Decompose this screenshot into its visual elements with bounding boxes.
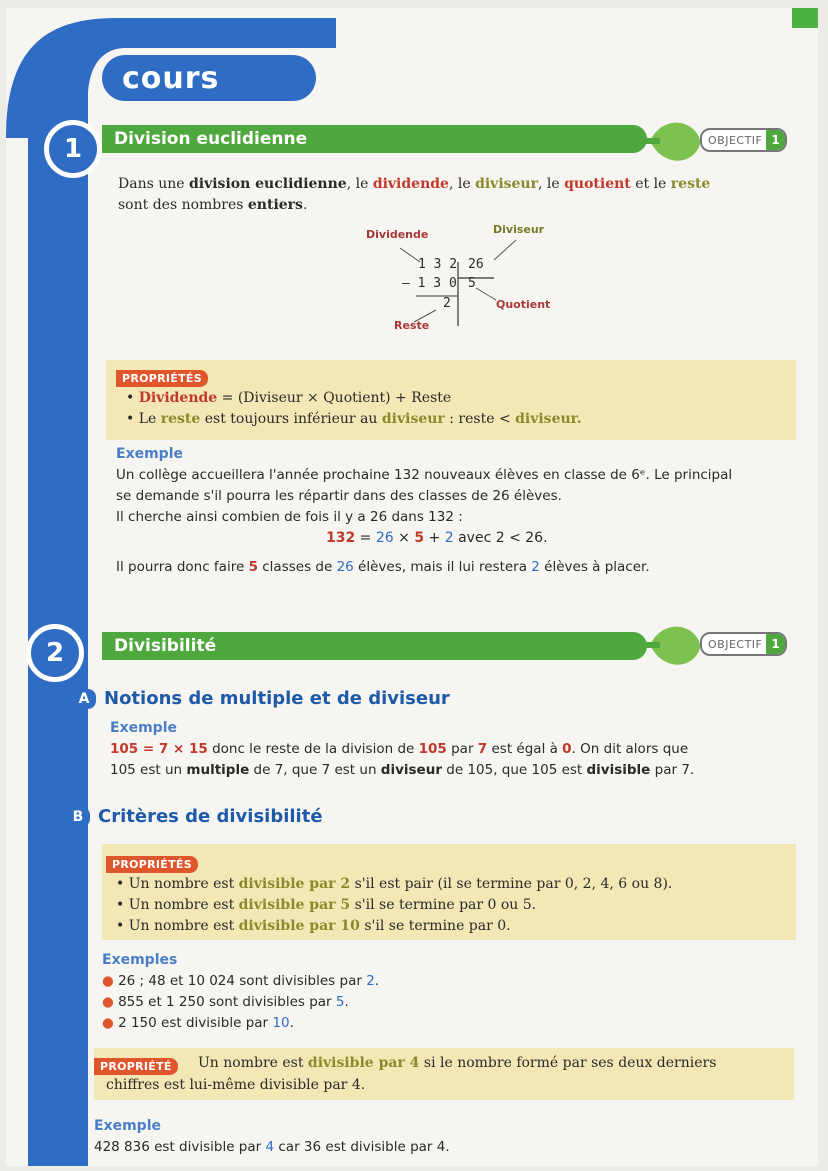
concl-text: classes de — [257, 559, 337, 575]
diagram-lines — [386, 236, 526, 326]
section-2-title: Divisibilité — [102, 632, 647, 660]
text: . — [289, 1015, 294, 1031]
intro-text: . — [302, 197, 308, 213]
num: 105 — [110, 741, 139, 757]
text: 2 150 est divisible par — [118, 1015, 273, 1031]
text: s'il se termine par 0 ou 5. — [350, 897, 537, 913]
example-item: ● 26 ; 48 et 10 024 sont divisibles par 2. — [102, 973, 380, 989]
property-divisible-4-line2: chiffres est lui-même divisible par 4. — [106, 1077, 366, 1093]
num: 2 — [366, 973, 375, 989]
subtract-value: – 1 3 0 — [402, 276, 457, 291]
text: de 105, que 105 est — [441, 762, 587, 778]
text: de 7, que 7 est un — [249, 762, 381, 778]
quotient-value: 5 — [468, 276, 476, 291]
textbook-page — [6, 8, 818, 1166]
property-text: Le — [138, 411, 161, 427]
intro-text: sont des nombres — [118, 197, 248, 213]
label-quotient: Quotient — [496, 298, 551, 311]
text: Un nombre est — [128, 876, 239, 892]
property-item: • Le reste est toujours inférieur au diviseur : reste < diviseur. — [126, 411, 582, 427]
example-text — [116, 465, 811, 528]
property-text: est toujours inférieur au — [200, 411, 382, 427]
section-1-intro — [118, 174, 758, 216]
text: Un nombre est — [128, 918, 239, 934]
text: par 7. — [650, 762, 695, 778]
properties-tag: PROPRIÉTÉS — [116, 370, 208, 387]
part-b-heading — [66, 806, 323, 827]
properties-tag: PROPRIÉTÉS — [106, 856, 198, 873]
label-dividende: Dividende — [366, 228, 429, 241]
term-quotient: quotient — [564, 176, 631, 192]
text: si le nombre formé par ses deux derniers — [419, 1055, 717, 1071]
concl-number: 5 — [248, 559, 258, 575]
eq-op: + — [424, 530, 445, 546]
term-divisible-5: divisible par 5 — [238, 897, 351, 913]
num: 0 — [562, 741, 572, 757]
term-dividende: Dividende — [138, 390, 218, 406]
term-reste: reste — [160, 411, 201, 427]
page-title: cours — [102, 55, 316, 101]
num: 7 — [477, 741, 488, 757]
rule-item: • Un nombre est divisible par 2 s'il est pair (il se termine par 0, 2, 4, 6 ou 8). — [116, 876, 673, 892]
remainder-value: 2 — [443, 296, 451, 311]
term-diviseur: diviseur — [475, 176, 538, 192]
text: . On dit alors que — [571, 741, 689, 757]
example-equation — [326, 528, 548, 549]
intro-text: , le — [448, 176, 476, 192]
concl-text: élèves, mais il lui restera — [353, 559, 532, 575]
objective-label: OBJECTIF — [708, 133, 763, 147]
term-dividende: dividende — [372, 176, 449, 192]
term-diviseur: diviseur — [380, 762, 442, 778]
part-a-heading — [72, 688, 450, 709]
section-2-objective-badge — [700, 632, 787, 656]
property-text: = (Diviseur × Quotient) + Reste — [217, 390, 452, 406]
num: 105 — [418, 741, 447, 757]
term-reste: reste — [670, 176, 711, 192]
example-heading: Exemple — [116, 446, 183, 462]
objective-leaf-icon — [646, 114, 706, 168]
intro-text: et le — [630, 176, 671, 192]
term-diviseur: diviseur — [381, 411, 445, 427]
property-tag: PROPRIÉTÉ — [94, 1058, 178, 1075]
example-line — [110, 739, 810, 760]
rule-item: • Un nombre est divisible par 10 s'il se termine par 0. — [116, 918, 511, 934]
example-line: se demande s'il pourra les répartir dans des classes de 26 élèves. — [116, 488, 562, 504]
divisibility-examples — [102, 971, 379, 1034]
term-divisible-4: divisible par 4 — [307, 1055, 420, 1071]
num: 5 — [335, 994, 345, 1010]
text: car 36 est divisible par 4. — [274, 1139, 450, 1155]
text: . — [374, 973, 380, 989]
intro-text: , le — [537, 176, 565, 192]
eq-op: = — [355, 530, 376, 546]
term-diviseur: diviseur. — [515, 411, 582, 427]
text: 428 836 est divisible par — [94, 1139, 266, 1155]
text: est égal à — [487, 741, 563, 757]
part-a-letter: A — [72, 689, 96, 709]
text: donc le reste de la division de — [207, 741, 419, 757]
dividend-value: 1 3 2 — [418, 257, 458, 272]
section-2-number: 2 — [26, 624, 84, 682]
properties-list — [126, 388, 786, 430]
num: = 7 × 15 — [138, 741, 208, 757]
text: par — [446, 741, 478, 757]
term-entiers: entiers — [247, 197, 303, 213]
example-line — [110, 760, 810, 781]
intro-text: Dans une — [118, 176, 189, 192]
section-1-title: Division euclidienne — [102, 125, 647, 153]
term-multiple: multiple — [186, 762, 250, 778]
section-1-objective-badge — [700, 128, 787, 152]
text: 105 est un — [110, 762, 187, 778]
property-divisible-4 — [198, 1053, 788, 1074]
example-item: ● 2 150 est divisible par 10. — [102, 1015, 294, 1031]
divisor-value: 26 — [468, 257, 484, 272]
num: 10 — [272, 1015, 290, 1031]
example-item: ● 855 et 1 250 sont divisibles par 5. — [102, 994, 349, 1010]
num: 4 — [265, 1139, 275, 1155]
text: Un nombre est — [198, 1055, 308, 1071]
property-text: : reste < — [444, 411, 516, 427]
term-divisible-10: divisible par 10 — [238, 918, 360, 934]
part-a-title: Notions de multiple et de diviseur — [104, 688, 450, 709]
objective-number: 1 — [766, 130, 785, 150]
objective-number: 1 — [766, 634, 785, 654]
text: s'il se termine par 0. — [359, 918, 511, 934]
text: 855 et 1 250 sont divisibles par — [118, 994, 336, 1010]
term-divisible: divisible — [586, 762, 651, 778]
green-corner — [792, 8, 818, 28]
part-b-title: Critères de divisibilité — [98, 806, 323, 827]
eq-condition: avec 2 < 26. — [453, 530, 548, 546]
term-division: division euclidienne — [189, 176, 347, 192]
eq-quotient: 5 — [414, 530, 425, 546]
example-heading: Exemple — [94, 1118, 161, 1134]
example-line: Un collège accueillera l'année prochaine 132 nouveaux élèves en classe de 6ᵉ. Le principal — [116, 467, 733, 483]
eq-op: × — [393, 530, 415, 546]
part-a-example — [110, 739, 810, 781]
concl-text: élèves à placer. — [539, 559, 650, 575]
property-item: • Dividende = (Diviseur × Quotient) + Reste — [126, 390, 452, 406]
concl-number: 26 — [336, 559, 354, 575]
eq-remainder: 2 — [444, 530, 454, 546]
rule-item: • Un nombre est divisible par 5 s'il se termine par 0 ou 5. — [116, 897, 537, 913]
text: Un nombre est — [128, 897, 239, 913]
concl-text: Il pourra donc faire — [116, 559, 249, 575]
divisibility-rules — [116, 874, 786, 937]
example-line: Il cherche ainsi combien de fois il y a 26 dans 132 : — [116, 509, 463, 525]
example-conclusion — [116, 557, 650, 578]
concl-number: 2 — [531, 559, 540, 575]
section-1-number: 1 — [44, 120, 102, 178]
text: 26 ; 48 et 10 024 sont divisibles par — [118, 973, 367, 989]
intro-text: , le — [346, 176, 373, 192]
examples-heading: Exemples — [102, 952, 178, 968]
objective-leaf-icon — [646, 618, 706, 672]
part-b-letter: B — [66, 807, 90, 827]
example-divisible-4 — [94, 1137, 450, 1158]
text: s'il est pair (il se termine par 0, 2, 4, 6 ou 8). — [350, 876, 673, 892]
eq-dividend: 132 — [326, 530, 356, 546]
example-heading: Exemple — [110, 720, 177, 736]
term-divisible-2: divisible par 2 — [238, 876, 351, 892]
text: . — [344, 994, 349, 1010]
eq-divisor: 26 — [375, 530, 394, 546]
label-diviseur: Diviseur — [493, 223, 545, 236]
objective-label: OBJECTIF — [708, 637, 763, 651]
label-reste: Reste — [394, 319, 430, 332]
